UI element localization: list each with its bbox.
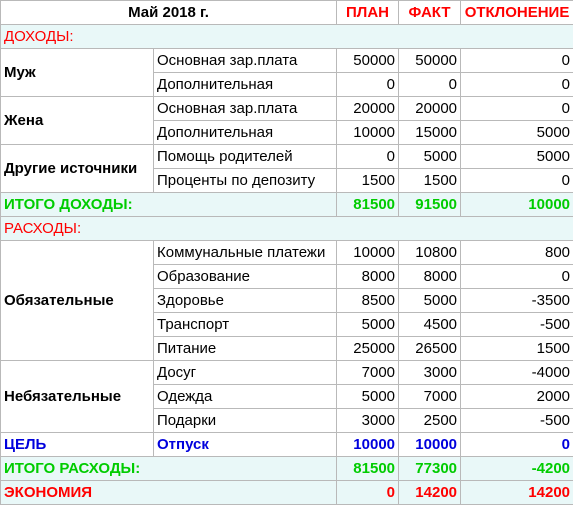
col-plan-header[interactable]: ПЛАН [337,1,399,25]
income-section-label[interactable]: ДОХОДЫ: [1,25,573,49]
savings-label[interactable]: ЭКОНОМИЯ [1,481,337,505]
item-name-cell[interactable]: Здоровье [154,289,337,313]
fact-cell[interactable]: 7000 [399,385,461,409]
item-name-cell[interactable]: Основная зар.плата [154,97,337,121]
expense-total-deviation[interactable]: -4200 [461,457,573,481]
fact-cell[interactable]: 2500 [399,409,461,433]
goal-plan[interactable]: 10000 [337,433,399,457]
item-name-cell[interactable]: Одежда [154,385,337,409]
fact-cell[interactable]: 10800 [399,241,461,265]
income-row [1,145,573,169]
fact-cell[interactable]: 3000 [399,361,461,385]
plan-cell[interactable]: 8000 [337,265,399,289]
fact-cell[interactable]: 5000 [399,289,461,313]
income-group-label[interactable]: Жена [1,97,154,145]
deviation-cell[interactable]: 0 [461,265,573,289]
fact-cell[interactable]: 5000 [399,145,461,169]
deviation-cell[interactable]: -500 [461,409,573,433]
goal-deviation[interactable]: 0 [461,433,573,457]
deviation-cell[interactable]: 1500 [461,337,573,361]
item-name-cell[interactable]: Основная зар.плата [154,49,337,73]
income-row [1,49,573,73]
income-group-label[interactable]: Другие источники [1,145,154,193]
plan-cell[interactable]: 1500 [337,169,399,193]
fact-cell[interactable]: 8000 [399,265,461,289]
income-total-row [1,193,573,217]
plan-cell[interactable]: 10000 [337,121,399,145]
item-name-cell[interactable]: Проценты по депозиту [154,169,337,193]
month-title[interactable]: Май 2018 г. [1,1,337,25]
plan-cell[interactable]: 0 [337,145,399,169]
income-total-fact[interactable]: 91500 [399,193,461,217]
item-name-cell[interactable]: Дополнительная [154,121,337,145]
deviation-cell[interactable]: 0 [461,169,573,193]
fact-cell[interactable]: 4500 [399,313,461,337]
plan-cell[interactable]: 8500 [337,289,399,313]
item-name-cell[interactable]: Помощь родителей [154,145,337,169]
deviation-cell[interactable]: 0 [461,73,573,97]
plan-cell[interactable]: 25000 [337,337,399,361]
savings-fact[interactable]: 14200 [399,481,461,505]
plan-cell[interactable]: 10000 [337,241,399,265]
fact-cell[interactable]: 50000 [399,49,461,73]
fact-cell[interactable]: 15000 [399,121,461,145]
item-name-cell[interactable]: Образование [154,265,337,289]
income-section-row [1,25,573,49]
savings-row [1,481,573,505]
goal-row [1,433,573,457]
income-total-plan[interactable]: 81500 [337,193,399,217]
expense-section-label[interactable]: РАСХОДЫ: [1,217,573,241]
expenses-group-label[interactable]: Небязательные [1,361,154,433]
plan-cell[interactable]: 20000 [337,97,399,121]
deviation-cell[interactable]: -3500 [461,289,573,313]
item-name-cell[interactable]: Подарки [154,409,337,433]
deviation-cell[interactable]: 2000 [461,385,573,409]
income-total-label[interactable]: ИТОГО ДОХОДЫ: [1,193,337,217]
deviation-cell[interactable]: -4000 [461,361,573,385]
plan-cell[interactable]: 5000 [337,313,399,337]
goal-label[interactable]: ЦЕЛЬ [1,433,154,457]
goal-fact[interactable]: 10000 [399,433,461,457]
fact-cell[interactable]: 20000 [399,97,461,121]
deviation-cell[interactable]: 0 [461,49,573,73]
savings-deviation[interactable]: 14200 [461,481,573,505]
plan-cell[interactable]: 5000 [337,385,399,409]
deviation-cell[interactable]: 800 [461,241,573,265]
expense-section-row [1,217,573,241]
header-row [1,1,573,25]
expenses-row [1,241,573,265]
expense-total-plan[interactable]: 81500 [337,457,399,481]
deviation-cell[interactable]: 5000 [461,145,573,169]
deviation-cell[interactable]: -500 [461,313,573,337]
plan-cell[interactable]: 3000 [337,409,399,433]
expense-total-row [1,457,573,481]
plan-cell[interactable]: 0 [337,73,399,97]
item-name-cell[interactable]: Транспорт [154,313,337,337]
item-name-cell[interactable]: Питание [154,337,337,361]
expenses-row [1,361,573,385]
savings-plan[interactable]: 0 [337,481,399,505]
expense-total-fact[interactable]: 77300 [399,457,461,481]
deviation-cell[interactable]: 0 [461,97,573,121]
item-name-cell[interactable]: Досуг [154,361,337,385]
fact-cell[interactable]: 0 [399,73,461,97]
goal-item[interactable]: Отпуск [154,433,337,457]
income-row [1,97,573,121]
fact-cell[interactable]: 26500 [399,337,461,361]
item-name-cell[interactable]: Дополнительная [154,73,337,97]
deviation-cell[interactable]: 5000 [461,121,573,145]
expenses-group-label[interactable]: Обязательные [1,241,154,361]
plan-cell[interactable]: 7000 [337,361,399,385]
plan-cell[interactable]: 50000 [337,49,399,73]
fact-cell[interactable]: 1500 [399,169,461,193]
item-name-cell[interactable]: Коммунальные платежи [154,241,337,265]
income-total-deviation[interactable]: 10000 [461,193,573,217]
income-group-label[interactable]: Муж [1,49,154,97]
expense-total-label[interactable]: ИТОГО РАСХОДЫ: [1,457,337,481]
col-fact-header[interactable]: ФАКТ [399,1,461,25]
col-deviation-header[interactable]: ОТКЛОНЕНИЕ [461,1,573,25]
